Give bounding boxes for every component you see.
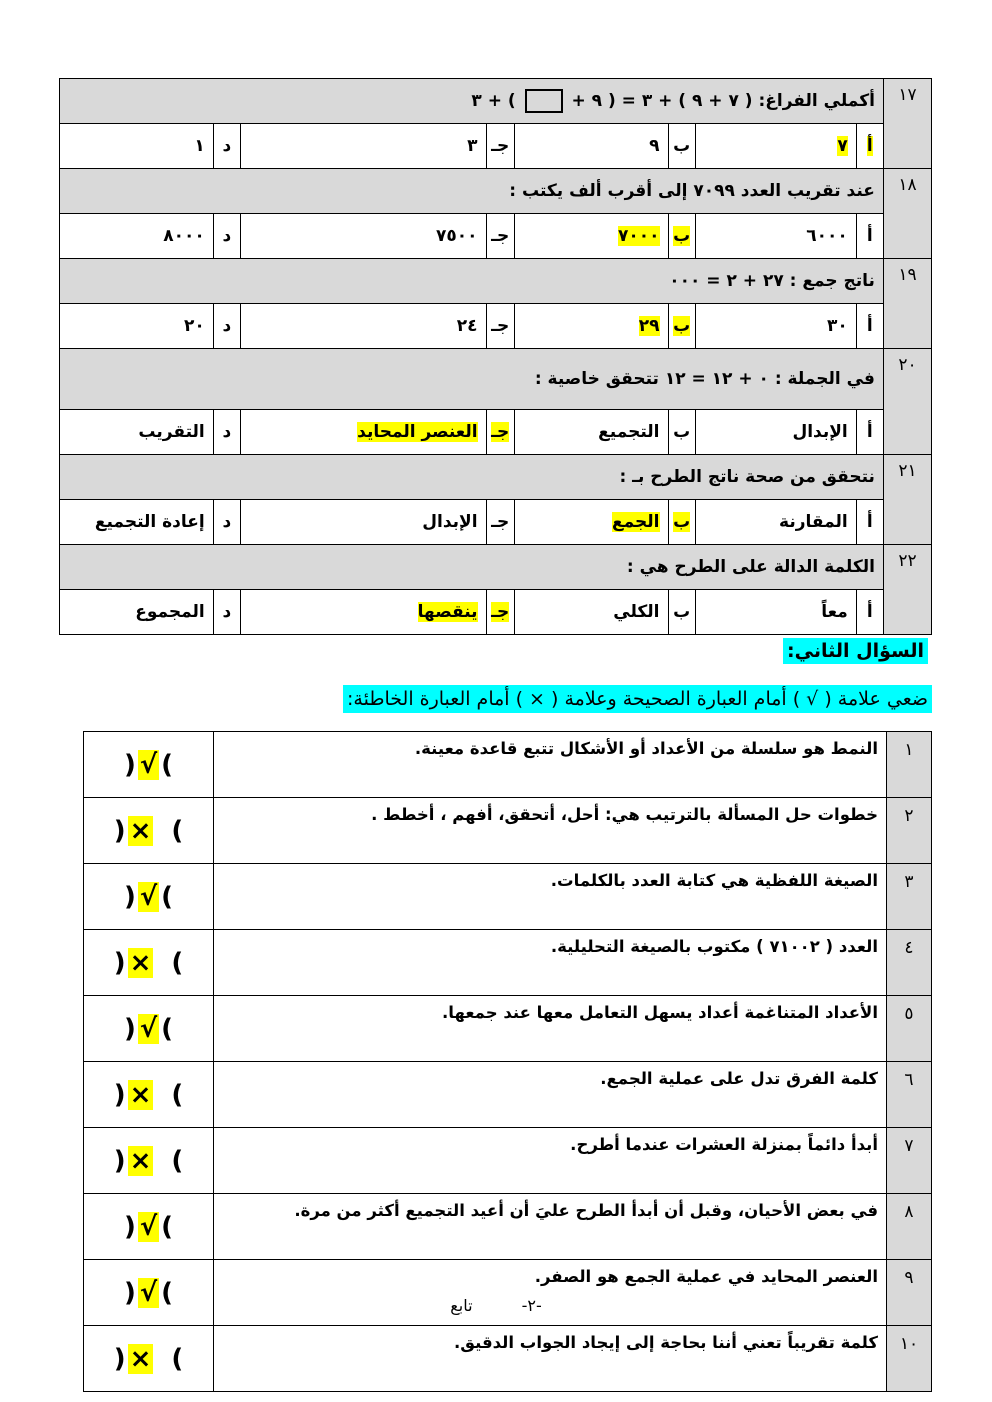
cross-mark-icon: × — [129, 1145, 152, 1176]
check-mark-icon: √ — [139, 1211, 158, 1242]
statement-text: خطوات حل المسألة بالترتيب هي: أحل، أتحقق، أفهم ، أخطط . — [214, 798, 887, 864]
answer-mark[interactable]: )×( — [84, 798, 214, 864]
blank-box — [525, 89, 563, 113]
option-d[interactable]: المجموع — [60, 590, 214, 635]
continue-label: تابع — [450, 1296, 473, 1315]
question-stem: أكملي الفراغ: ( ٧ + ٩ ) + ٣ = ( ٩ + — [565, 91, 875, 111]
check-mark-icon: √ — [139, 749, 158, 780]
question-number: ١٩ — [883, 259, 931, 349]
multiple-choice-table — [59, 78, 932, 635]
statement-number: ٦ — [887, 1062, 932, 1128]
statement-number: ١ — [887, 732, 932, 798]
option-c[interactable]: العنصر المحايد — [240, 410, 486, 455]
option-b-letter: ب — [668, 500, 695, 545]
statement-row — [84, 1128, 932, 1194]
statement-number: ٩ — [887, 1260, 932, 1326]
question-stem: ناتج جمع : ٢٧ + ٢ = ٠٠٠ — [669, 271, 875, 291]
option-d[interactable]: ٢٠ — [60, 304, 214, 349]
option-c-letter: جـ — [486, 124, 514, 169]
statement-text: كلمة الفرق تدل على عملية الجمع. — [214, 1062, 887, 1128]
page-number: -٢- — [521, 1296, 542, 1315]
option-b-letter: ب — [668, 590, 695, 635]
options-row — [60, 304, 932, 349]
options-row — [60, 410, 932, 455]
cross-mark-icon: × — [129, 815, 152, 846]
cross-mark-icon: × — [129, 1343, 152, 1374]
statement-text: أبدأ دائماً بمنزلة العشرات عندما أطرح. — [214, 1128, 887, 1194]
question-stem-cell — [60, 349, 884, 410]
statement-row — [84, 1326, 932, 1392]
option-a-letter: أ — [856, 214, 883, 259]
true-false-table — [83, 731, 932, 1392]
answer-mark[interactable]: )√( — [84, 864, 214, 930]
statement-text: الأعداد المتناغمة أعداد يسهل التعامل معها عند جمعها. — [214, 996, 887, 1062]
option-a[interactable]: الإبدال — [695, 410, 856, 455]
option-c[interactable]: الإبدال — [240, 500, 486, 545]
option-c-letter: جـ — [486, 304, 514, 349]
answer-mark[interactable]: )√( — [84, 732, 214, 798]
statement-number: ٤ — [887, 930, 932, 996]
option-a[interactable]: ٣٠ — [695, 304, 856, 349]
option-d-letter: د — [213, 410, 240, 455]
option-a-letter: أ — [856, 124, 883, 169]
statement-row — [84, 996, 932, 1062]
statement-number: ٣ — [887, 864, 932, 930]
check-mark-icon: √ — [139, 1013, 158, 1044]
option-a[interactable]: المقارنة — [695, 500, 856, 545]
page-footer — [0, 1296, 992, 1315]
check-mark-icon: √ — [139, 881, 158, 912]
option-b[interactable]: ٩ — [514, 124, 668, 169]
answer-mark[interactable]: )×( — [84, 1326, 214, 1392]
question-stem: الكلمة الدالة على الطرح هي : — [626, 557, 875, 577]
question-stem-row — [60, 79, 932, 124]
options-row — [60, 124, 932, 169]
question-stem-cell — [60, 455, 884, 500]
option-d[interactable]: ٨٠٠٠ — [60, 214, 214, 259]
option-d[interactable]: إعادة التجميع — [60, 500, 214, 545]
answer-mark[interactable]: )√( — [84, 1260, 214, 1326]
option-b-letter: ب — [668, 124, 695, 169]
option-b-letter: ب — [668, 304, 695, 349]
question-stem-row — [60, 545, 932, 590]
question-stem-row — [60, 349, 932, 410]
statement-row — [84, 864, 932, 930]
option-d-letter: د — [213, 214, 240, 259]
option-a[interactable]: معاً — [695, 590, 856, 635]
statement-row — [84, 1194, 932, 1260]
question-stem-row — [60, 455, 932, 500]
question-stem-end: ) + ٣ — [471, 91, 522, 111]
option-d-letter: د — [213, 500, 240, 545]
option-c[interactable]: ٢٤ — [240, 304, 486, 349]
statement-text: العدد ( ٧١٠٠٢ ) مكتوب بالصيغة التحليلية. — [214, 930, 887, 996]
option-c-letter: جـ — [486, 214, 514, 259]
options-row — [60, 500, 932, 545]
answer-mark[interactable]: )×( — [84, 1062, 214, 1128]
statement-row — [84, 732, 932, 798]
option-a-letter: أ — [856, 304, 883, 349]
option-b-letter: ب — [668, 410, 695, 455]
statement-row — [84, 930, 932, 996]
statement-number: ٥ — [887, 996, 932, 1062]
question-stem: نتحقق من صحة ناتج الطرح بـ : — [619, 467, 875, 487]
question-two-instruction: ضعي علامة ( √ ) أمام العبارة الصحيحة وعلامة ( × ) أمام العبارة الخاطئة: — [343, 685, 932, 713]
answer-mark[interactable]: )×( — [84, 1128, 214, 1194]
question-stem: في الجملة : ٠ + ١٢ = ١٢ تتحقق خاصية : — [534, 369, 875, 389]
question-number: ٢١ — [883, 455, 931, 545]
question-number: ٢٢ — [883, 545, 931, 635]
options-row — [60, 214, 932, 259]
option-a[interactable]: ٦٠٠٠ — [695, 214, 856, 259]
question-stem-cell — [60, 259, 884, 304]
option-b[interactable]: التجميع — [514, 410, 668, 455]
option-b-letter: ب — [668, 214, 695, 259]
option-d[interactable]: ١ — [60, 124, 214, 169]
option-b[interactable]: الكلي — [514, 590, 668, 635]
option-b[interactable]: ٧٠٠٠ — [514, 214, 668, 259]
question-stem-row — [60, 169, 932, 214]
option-b[interactable]: الجمع — [514, 500, 668, 545]
statement-text: العنصر المحايد في عملية الجمع هو الصفر. — [214, 1260, 887, 1326]
question-number: ٢٠ — [883, 349, 931, 455]
option-d[interactable]: التقريب — [60, 410, 214, 455]
question-number: ١٨ — [883, 169, 931, 259]
question-stem-cell — [60, 545, 884, 590]
question-stem-cell — [60, 79, 884, 124]
option-c-letter: جـ — [486, 590, 514, 635]
option-d-letter: د — [213, 124, 240, 169]
statement-row — [84, 1260, 932, 1326]
option-a-letter: أ — [856, 500, 883, 545]
statement-text: كلمة تقريباً تعني أننا بحاجة إلى إيجاد الجواب الدقيق. — [214, 1326, 887, 1392]
statement-text: النمط هو سلسلة من الأعداد أو الأشكال تتبع قاعدة معينة. — [214, 732, 887, 798]
option-b[interactable]: ٢٩ — [514, 304, 668, 349]
option-c-letter: جـ — [486, 500, 514, 545]
statement-number: ٧ — [887, 1128, 932, 1194]
option-a-letter: أ — [856, 590, 883, 635]
question-stem-cell — [60, 169, 884, 214]
answer-mark[interactable]: )√( — [84, 996, 214, 1062]
statement-text: الصيغة اللفظية هي كتابة العدد بالكلمات. — [214, 864, 887, 930]
statement-row — [84, 798, 932, 864]
option-d-letter: د — [213, 590, 240, 635]
statement-text: في بعض الأحيان، وقبل أن أبدأ الطرح عليَ أن أعيد التجميع أكثر من مرة. — [214, 1194, 887, 1260]
option-c[interactable]: ٧٥٠٠ — [240, 214, 486, 259]
option-d-letter: د — [213, 304, 240, 349]
statement-number: ٨ — [887, 1194, 932, 1260]
question-number: ١٧ — [883, 79, 931, 169]
option-a[interactable]: ٧ — [695, 124, 856, 169]
cross-mark-icon: × — [129, 947, 152, 978]
check-mark-icon: √ — [139, 1277, 158, 1308]
question-two-title: السؤال الثاني: — [783, 638, 928, 664]
options-row — [60, 590, 932, 635]
option-c[interactable]: ينقصها — [240, 590, 486, 635]
question-stem-row — [60, 259, 932, 304]
option-c[interactable]: ٣ — [240, 124, 486, 169]
statement-number: ١٠ — [887, 1326, 932, 1392]
cross-mark-icon: × — [129, 1079, 152, 1110]
question-stem: عند تقريب العدد ٧٠٩٩ إلى أقرب ألف يكتب : — [509, 181, 875, 201]
option-c-letter: جـ — [486, 410, 514, 455]
option-a-letter: أ — [856, 410, 883, 455]
answer-mark[interactable]: )√( — [84, 1194, 214, 1260]
statement-row — [84, 1062, 932, 1128]
statement-number: ٢ — [887, 798, 932, 864]
answer-mark[interactable]: )×( — [84, 930, 214, 996]
